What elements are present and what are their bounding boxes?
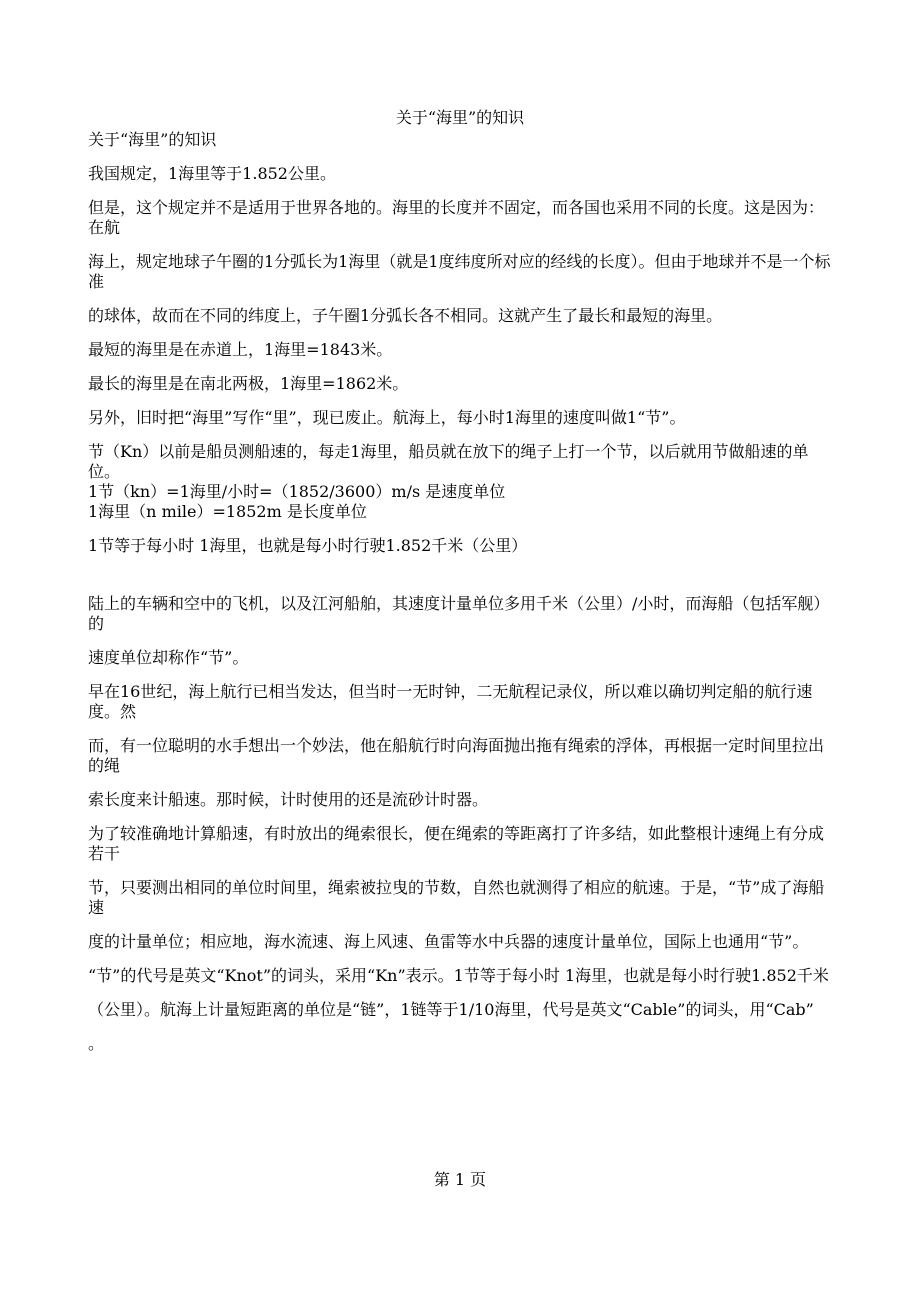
- paragraph: 节（Kn）以前是船员测船速的，每走1海里，船员就在放下的绳子上打一个节，以后就用节做船速的单位。: [88, 442, 809, 481]
- paragraph: “节”的代号是英文“Knot”的词头，采用“Kn”表示。1节等于每小时 1海里，也就是每小时行驶1.852千米: [88, 966, 829, 985]
- paragraph: 海上，规定地球子午圈的1分弧长为1海里（就是1度纬度所对应的经线的长度）。但由于地球并不是一个标准: [88, 252, 831, 291]
- paragraph: 的球体，故而在不同的纬度上，子午圈1分弧长各不相同。这就产生了最长和最短的海里。: [88, 306, 723, 325]
- paragraph: 为了较准确地计算船速，有时放出的绳索很长，便在绳索的等距离打了许多结，如此整根计速绳上有分成若干: [88, 824, 825, 863]
- paragraph: 索长度来计船速。那时候，计时使用的还是流砂计时器。: [88, 790, 489, 809]
- paragraph: 另外，旧时把“海里”写作“里”，现已废止。航海上，每小时1海里的速度叫做1“节”。: [88, 408, 686, 427]
- paragraph: 1节（kn）=1海里/小时=（1852/3600）m/s 是速度单位: [88, 482, 506, 501]
- paragraph: 而，有一位聪明的水手想出一个妙法，他在船航行时向海面抛出拖有绳索的浮体，再根据一定时间里拉出的绳: [88, 736, 825, 775]
- paragraph: 节，只要测出相同的单位时间里，绳索被拉曳的节数，自然也就测得了相应的航速。于是，“节”成了海船速: [88, 878, 825, 917]
- paragraph: （公里）。航海上计量短距离的单位是“链”，1链等于1/10海里，代号是英文“Cable”的词头，用“Cab”: [88, 1000, 814, 1019]
- paragraph: 最短的海里是在赤道上，1海里=1843米。: [88, 340, 393, 359]
- paragraph: 速度单位却称作“节”。: [88, 648, 249, 667]
- paragraph: 我国规定，1海里等于1.852公里。: [88, 164, 336, 183]
- document-body: [88, 130, 833, 1054]
- paragraph: 陆上的车辆和空中的飞机，以及江河船舶，其速度计量单位多用千米（公里）/小时，而海船（包括军舰）的: [88, 594, 830, 633]
- paragraph-subtitle: 关于“海里”的知识: [88, 130, 217, 149]
- paragraph: 度的计量单位；相应地，海水流速、海上风速、鱼雷等水中兵器的速度计量单位，国际上也通用“节”。: [88, 932, 809, 951]
- paragraph: 早在16世纪，海上航行已相当发达，但当时一无时钟，二无航程记录仪，所以难以确切判定船的航行速度。然: [88, 682, 813, 721]
- paragraph: 1海里（n mile）=1852m 是长度单位: [88, 502, 367, 521]
- paragraph: 但是，这个规定并不是适用于世界各地的。海里的长度并不固定，而各国也采用不同的长度。这是因为：在航: [88, 198, 825, 237]
- page-number: 第 1 页: [433, 1170, 487, 1189]
- paragraph: 。: [88, 1034, 105, 1053]
- paragraph: 最长的海里是在南北两极，1海里=1862米。: [88, 374, 409, 393]
- page-title: 关于“海里”的知识: [395, 108, 525, 127]
- paragraph: 1节等于每小时 1海里，也就是每小时行驶1.852千米（公里）: [88, 536, 528, 555]
